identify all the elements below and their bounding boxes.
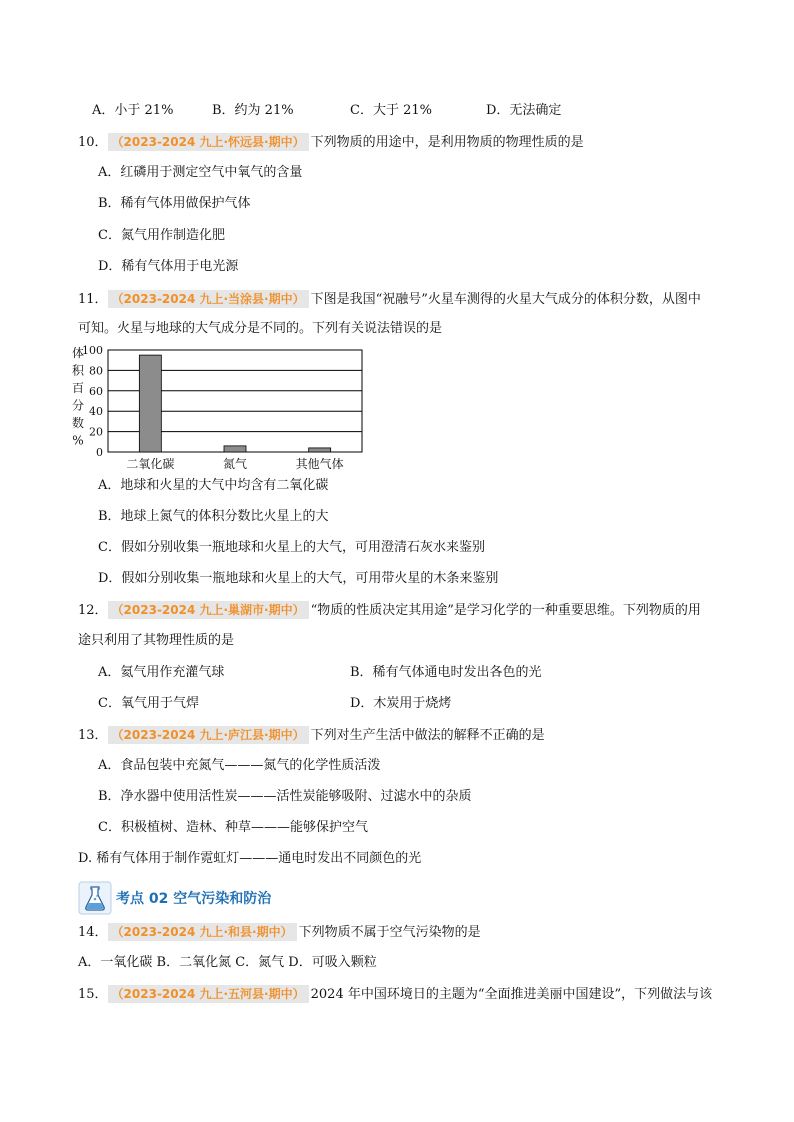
question-stem: 2024 年中国环境日的主题为“全面推进美丽中国建设”，下列做法与该 [310,987,713,1002]
section-header [78,880,271,916]
question-number: 12． [78,603,108,618]
question-14 [78,923,481,942]
y-label-char: 分 [71,398,85,413]
y-label-char: 百 [71,381,85,395]
question-stem: 下列物质不属于空气污染物的是 [298,925,481,940]
question-stem-line-2: 可知。火星与地球的大气成分是不同的。下列有关说法错误的是 [78,321,443,336]
question-11 [78,290,701,309]
q13-option-b: B．净水器中使用活性炭———活性炭能够吸附、过滤水中的杂质 [98,789,472,804]
question-stem-line-1: “物质的性质决定其用途”是学习化学的一种重要思维。下列物质的用 [310,603,701,618]
question-13 [78,726,545,745]
q11-option-a: A．地球和火星的大气中均含有二氧化碳 [98,478,329,493]
source-tag: （2023-2024 九上·怀远县·期中） [108,133,309,151]
question-number: 14． [78,925,108,940]
q12-option-a: A．氦气用作充灌气球 [98,665,225,680]
x-tick-label: 氮气 [222,457,248,471]
y-label-char: % [72,433,84,448]
q12-option-b: B．稀有气体通电时发出各色的光 [350,665,542,680]
q12-option-c: C．氧气用于气焊 [98,696,199,711]
bars [139,355,330,452]
y-tick-label: 60 [89,384,103,398]
y-tick-label: 80 [89,364,103,378]
question-15 [78,985,712,1004]
q13-option-c: C．积极植树、造林、种草———能够保护空气 [98,820,368,835]
q9-option-a: A．小于 21% [92,103,174,118]
y-tick-label: 40 [89,405,103,419]
question-number: 10． [78,135,108,150]
q10-option-b: B．稀有气体用做保护气体 [98,196,251,211]
source-tag: （2023-2024 九上·和县·期中） [108,923,297,941]
question-stem-line-2: 途只利用了其物理性质的是 [78,633,235,648]
source-tag: （2023-2024 九上·巢湖市·期中） [108,601,309,619]
q14-options: A．一氧化碳 B．二氧化氮 C．氮气 D．可吸入颗粒 [78,955,377,970]
mars-atmosphere-bar-chart [60,340,380,475]
y-label-char: 数 [71,416,85,430]
y-tick-label: 100 [82,344,103,357]
y-axis-label [72,345,85,448]
source-tag: （2023-2024 九上·当涂县·期中） [108,290,309,308]
y-tick-label: 20 [89,425,103,439]
q10-option-d: D．稀有气体用于电光源 [98,259,239,274]
question-number: 11． [78,292,108,307]
x-tick-labels [126,456,343,471]
q9-option-b: B．约为 21% [212,103,294,118]
y-label-char: 积 [71,363,85,378]
y-tick-labels [82,344,103,459]
question-stem: 下列物质的用途中，是利用物质的物理性质的是 [310,135,584,150]
question-number: 13． [78,728,108,743]
source-tag: （2023-2024 九上·庐江县·期中） [108,726,309,744]
question-12 [78,601,701,620]
question-10 [78,133,584,152]
q10-option-c: C．氮气用作制造化肥 [98,228,225,243]
q13-option-d: D. 稀有气体用于制作霓虹灯———通电时发出不同颜色的光 [78,851,422,866]
source-tag: （2023-2024 九上·五河县·期中） [108,985,309,1003]
bar [309,448,331,452]
flask-icon [78,881,112,915]
y-tick-label: 0 [96,446,103,459]
q11-option-d: D．假如分别收集一瓶地球和火星上的大气，可用带火星的木条来鉴别 [98,571,499,586]
question-stem-line-1: 下图是我国“祝融号”火星车测得的火星大气成分的体积分数，从图中 [310,292,701,307]
section-title: 考点 02 空气污染和防治 [116,891,272,907]
q9-option-d: D．无法确定 [486,103,562,118]
q11-option-c: C．假如分别收集一瓶地球和火星上的大气，可用澄清石灰水来鉴别 [98,540,485,555]
q13-option-a: A．食品包装中充氮气———氮气的化学性质活泼 [98,758,381,773]
x-tick-label: 其他气体 [295,457,344,471]
q9-option-c: C．大于 21% [350,103,432,118]
q12-option-d: D．木炭用于烧烤 [350,696,452,711]
question-number: 15． [78,987,108,1002]
bar [224,446,246,452]
q11-option-b: B．地球上氮气的体积分数比火星上的大 [98,509,329,524]
q10-option-a: A．红磷用于测定空气中氧气的含量 [98,165,303,180]
bar [139,355,161,452]
y-label-char: 体 [71,346,85,360]
x-tick-label: 二氧化碳 [126,457,175,471]
question-stem: 下列对生产生活中做法的解释不正确的是 [310,728,545,743]
